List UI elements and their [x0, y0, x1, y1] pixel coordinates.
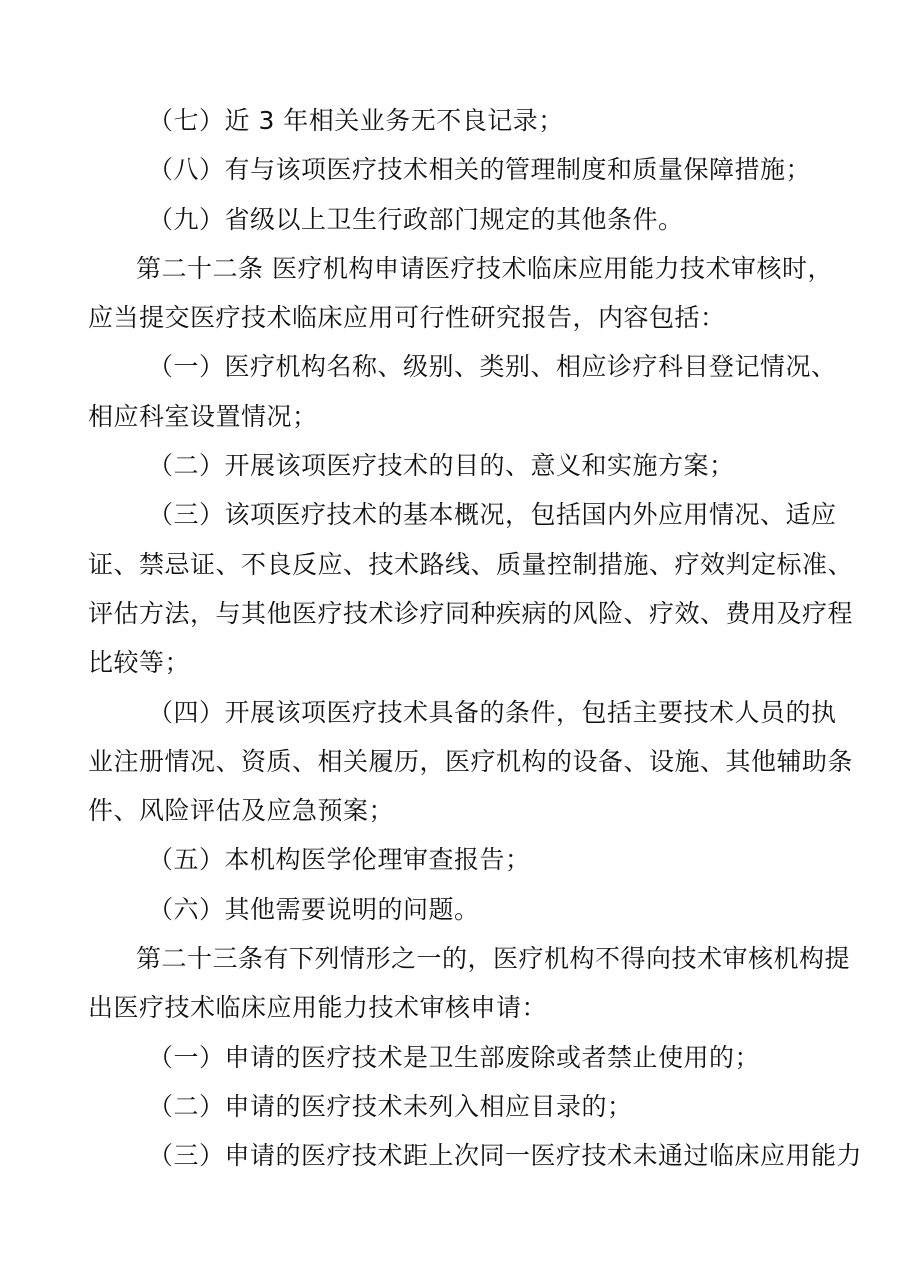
- paragraph-line: （九）省级以上卫生行政部门规定的其他条件。: [148, 204, 684, 234]
- paragraph-line: （二）开展该项医疗技术的目的、意义和实施方案；: [148, 451, 735, 481]
- paragraph-line: （八）有与该项医疗技术相关的管理制度和质量保障措施；: [148, 155, 812, 185]
- article-heading-line: 第二十二条 医疗机构申请医疗技术临床应用能力技术审核时，: [136, 253, 833, 283]
- document-body: [88, 96, 863, 1181]
- paragraph-line: 业注册情况、资质、相关履历，医疗机构的设备、设施、其他辅助条: [88, 746, 854, 776]
- paragraph-line: （四）开展该项医疗技术具备的条件，包括主要技术人员的执: [148, 697, 837, 727]
- paragraph-line: （三）申请的医疗技术距上次同一医疗技术未通过临床应用能力: [148, 1141, 863, 1171]
- paragraph-line: 评估方法，与其他医疗技术诊疗同种疾病的风险、疗效、费用及疗程: [88, 598, 854, 628]
- paragraph-line: 应当提交医疗技术临床应用可行性研究报告，内容包括：: [88, 303, 726, 333]
- paragraph-line: （一）申请的医疗技术是卫生部废除或者禁止使用的；: [148, 1042, 761, 1072]
- paragraph-line: （七）近 3 年相关业务无不良记录；: [148, 106, 564, 135]
- paragraph-line: 比较等；: [88, 648, 191, 678]
- paragraph-line: （三）该项医疗技术的基本概况，包括国内外应用情况、适应: [148, 500, 837, 530]
- paragraph-line: 件、风险评估及应急预案；: [88, 796, 395, 826]
- paragraph-line: （一）医疗机构名称、级别、类别、相应诊疗科目登记情况、: [148, 352, 837, 382]
- paragraph-line: 证、禁忌证、不良反应、技术路线、质量控制措施、疗效判定标准、: [88, 549, 854, 579]
- paragraph-line: （五）本机构医学伦理审查报告；: [148, 845, 531, 875]
- paragraph-line: 相应科室设置情况；: [88, 401, 318, 431]
- paragraph-line: （二）申请的医疗技术未列入相应目录的；: [148, 1091, 633, 1121]
- article-heading-line: 第二十三条有下列情形之一的，医疗机构不得向技术审核机构提: [136, 944, 851, 974]
- paragraph-line: （六）其他需要说明的问题。: [148, 894, 480, 924]
- paragraph-line: 出医疗技术临床应用能力技术审核申请：: [88, 993, 548, 1023]
